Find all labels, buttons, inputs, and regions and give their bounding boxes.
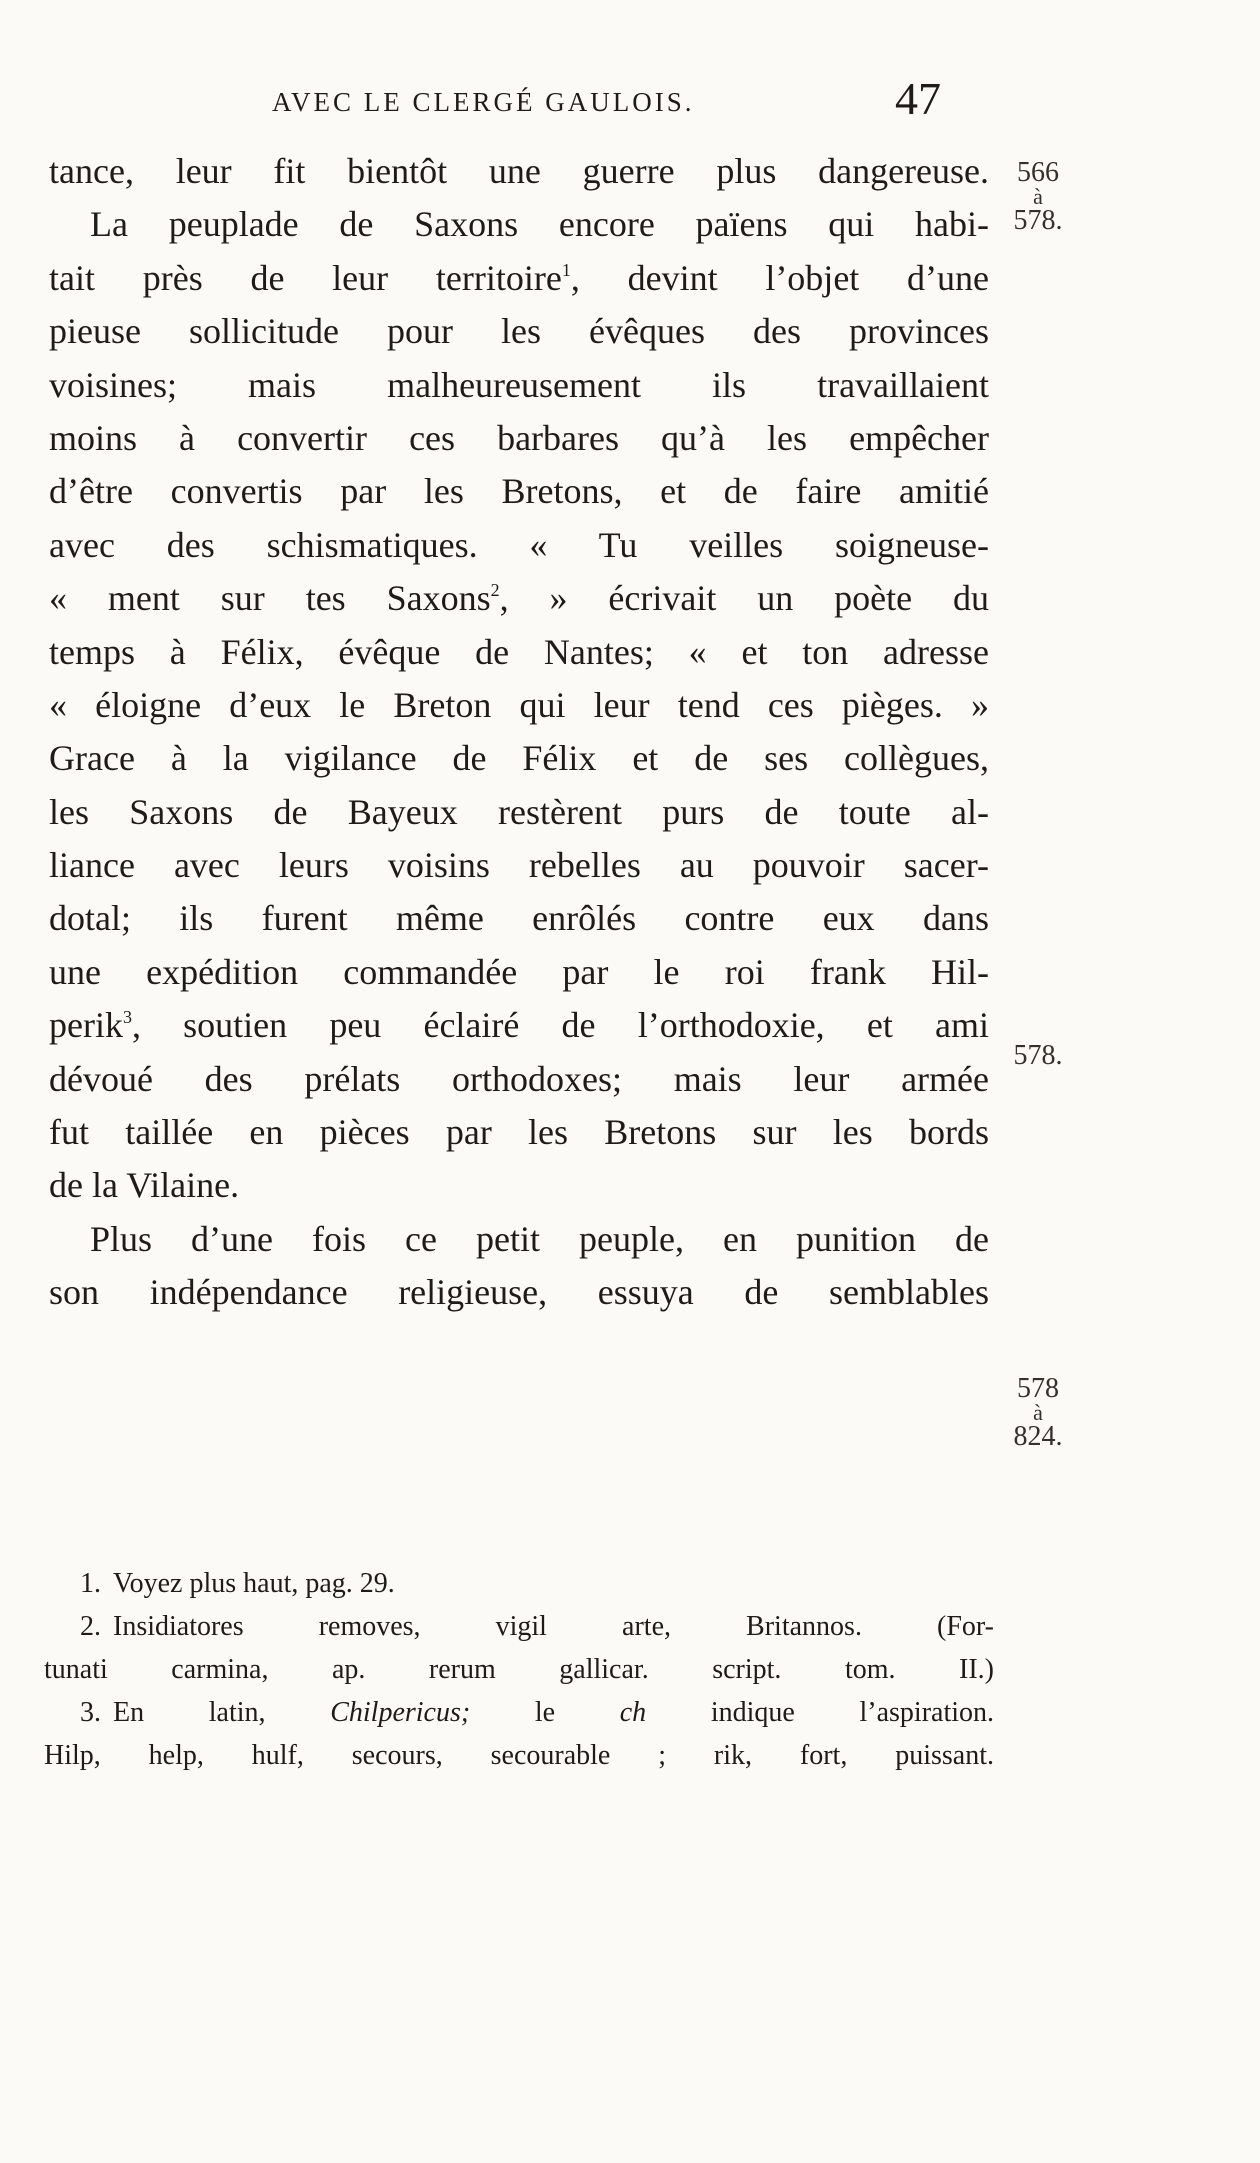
- text-fragment: , soutien peu éclairé de l’orthodoxie, et ami: [131, 1005, 989, 1046]
- footnote-ref: 2: [490, 580, 500, 601]
- footnote-continuation: tunati carmina, ap. rerum gallicar. script. tom. II.): [44, 1654, 994, 1685]
- footnote-italic: Chilpericus;: [330, 1697, 535, 1728]
- text-line: [49, 999, 989, 1052]
- text-fragment: « ment sur tes Saxons: [49, 578, 491, 619]
- footnote-number: 1.: [80, 1568, 101, 1599]
- running-head: [260, 73, 941, 124]
- margin-connector: à: [1033, 184, 1043, 209]
- footnote-number: 3.: [80, 1697, 101, 1728]
- footnote-text: Insidiatores removes, vigil arte, Britannos. (For-: [113, 1611, 994, 1642]
- footnotes: [44, 1562, 994, 1777]
- main-text: [49, 145, 989, 1320]
- text-line: dotal; ils furent même enrôlés contre eux dans: [49, 898, 989, 939]
- footnote-text: En latin,: [113, 1697, 266, 1728]
- footnote-text: indique l’aspiration.: [710, 1697, 995, 1728]
- footnote: [44, 1562, 994, 1605]
- footnote-text: Voyez plus haut, pag. 29.: [113, 1568, 395, 1599]
- margin-date: 824.: [1013, 1421, 1063, 1452]
- page-number: 47: [895, 73, 941, 124]
- text-line: d’être convertis par les Bretons, et de faire amitié: [49, 471, 989, 512]
- margin-date: 578: [1017, 1373, 1059, 1404]
- text-fragment: , » écrivait un poète du: [499, 578, 989, 619]
- text-line: [49, 572, 989, 625]
- text-line: temps à Félix, évêque de Nantes; « et ton adresse: [49, 631, 989, 672]
- footnote-italic: ch: [619, 1697, 647, 1728]
- text-line: Plus d’une fois ce petit peuple, en punition de: [90, 1218, 989, 1259]
- footnote-ref: 1: [561, 259, 571, 280]
- text-line: avec des schismatiques. « Tu veilles soigneuse-: [49, 524, 989, 565]
- margin-date-range: [1007, 1375, 1069, 1451]
- text-line: pieuse sollicitude pour les évêques des provinces: [49, 311, 989, 352]
- footnote: [44, 1605, 994, 1648]
- footnote: [44, 1691, 994, 1734]
- text-line: « éloigne d’eux le Breton qui leur tend ces pièges. »: [49, 684, 989, 725]
- text-line: son indépendance religieuse, essuya de semblables: [49, 1272, 989, 1313]
- text-line: [49, 252, 989, 305]
- text-line: les Saxons de Bayeux restèrent purs de toute al-: [49, 791, 989, 832]
- text-line: fut taillée en pièces par les Bretons sur les bords: [49, 1112, 989, 1153]
- text-line: de la Vilaine.: [49, 1165, 240, 1206]
- text-line: liance avec leurs voisins rebelles au pouvoir sacer-: [49, 845, 989, 886]
- margin-date: 566: [1017, 157, 1059, 188]
- text-fragment: tait près de leur territoire: [49, 257, 562, 298]
- margin-date-range: [1007, 159, 1069, 235]
- text-line: voisines; mais malheureusement ils travaillaient: [49, 364, 989, 405]
- margin-date: 578.: [1013, 205, 1063, 236]
- text-line: Grace à la vigilance de Félix et de ses collègues,: [49, 738, 989, 779]
- text-line: tance, leur fit bientôt une guerre plus dangereuse.: [49, 151, 989, 191]
- footnote-ref: 3: [122, 1007, 132, 1028]
- text-fragment: perik: [49, 1005, 123, 1046]
- footnote-number: 2.: [80, 1611, 101, 1642]
- margin-connector: à: [1033, 1400, 1043, 1425]
- running-title: AVEC LE CLERGÉ GAULOIS.: [272, 87, 695, 117]
- text-line: dévoué des prélats orthodoxes; mais leur armée: [49, 1058, 989, 1099]
- text-line: moins à convertir ces barbares qu’à les empêcher: [49, 417, 989, 458]
- footnote-text: le: [534, 1697, 556, 1728]
- text-line: une expédition commandée par le roi frank Hil-: [49, 951, 989, 992]
- footnote-continuation: Hilp, help, hulf, secours, secourable ; rik, fort, puissant.: [44, 1740, 994, 1771]
- text-fragment: , devint l’objet d’une: [570, 257, 990, 298]
- text-line: La peuplade de Saxons encore païens qui habi-: [90, 204, 989, 245]
- margin-date: 578.: [1013, 1040, 1063, 1071]
